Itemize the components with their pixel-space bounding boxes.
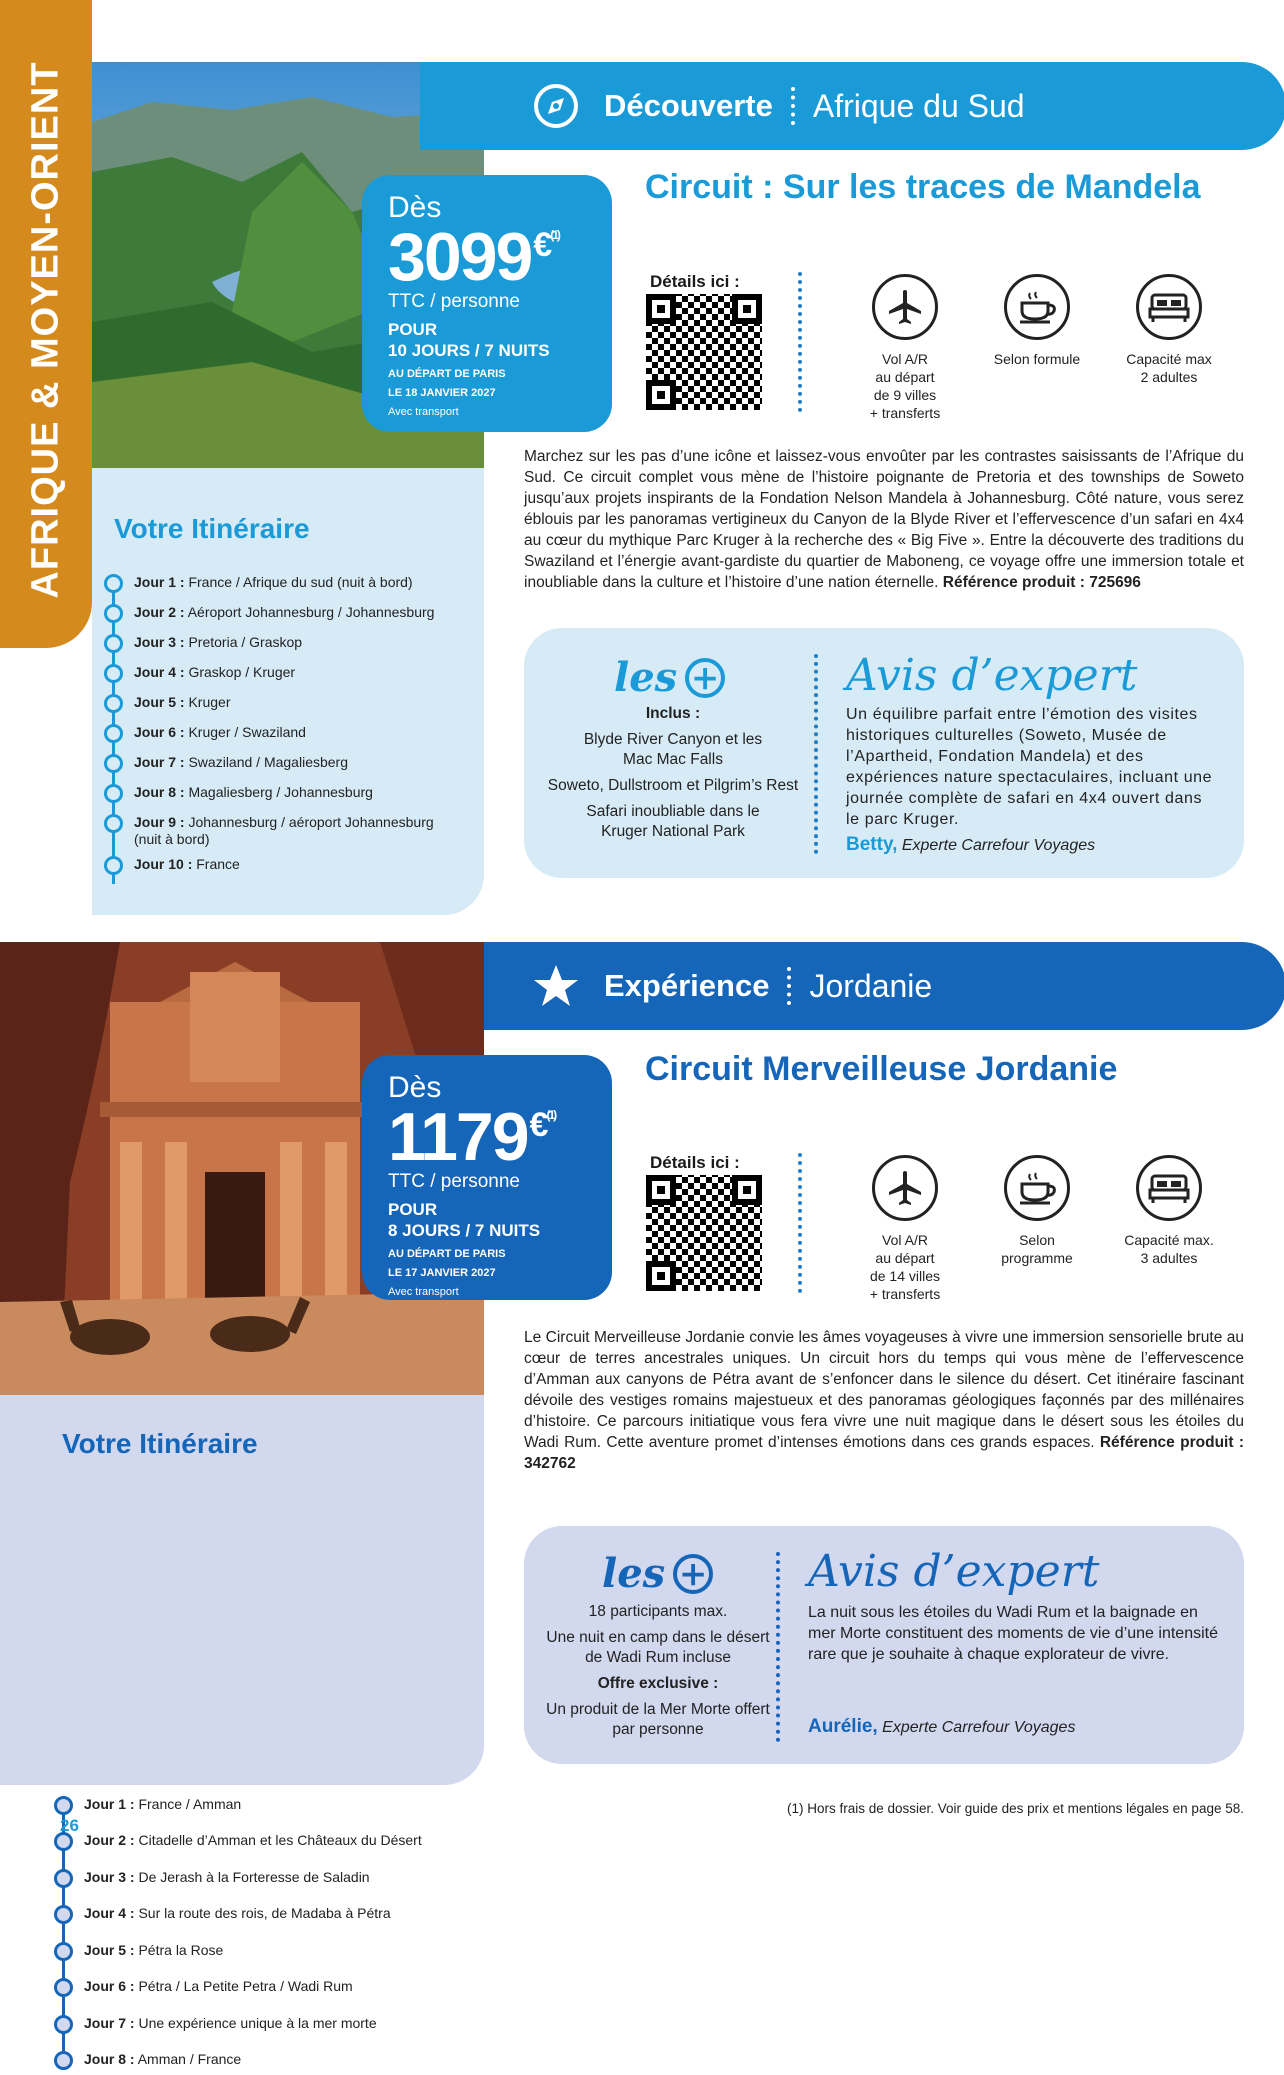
plus-item: Une nuit en camp dans le désert de Wadi Rum incluse <box>546 1629 770 1666</box>
description-text: Le Circuit Merveilleuse Jordanie convie les âmes voyageuses à vivre une immersion sensorielle brute au cœur de terres ancestrales uniques. Un circuit hors du temps qui vous mène de l’effervescence d’Amman aux canyons de Pétra avant de s’enfoncer dans le silence du désert. Cet itinéraire fascinant dévoile des vestiges romains majestueux et des panoramas géologiques façonnés par des millénaires d’histoire. Ce parcours initiatique vous fera vivre une nuit magique dans le désert sous les étoiles du Wadi Rum. Cette aventure promet d’intenses émotions dans ces grands espaces. <box>524 1329 1244 1451</box>
price-transport: Avec transport <box>388 1286 459 1298</box>
price-duration: 8 JOURS / 7 NUITS <box>388 1221 541 1240</box>
feature-flight <box>845 1155 965 1303</box>
feature-line: au départ <box>875 1250 935 1266</box>
qr-code[interactable] <box>646 294 762 410</box>
price-date: LE 17 JANVIER 2027 <box>388 1267 496 1279</box>
banner-divider <box>791 87 795 125</box>
expert-quote: Un équilibre parfait entre l’émotion des visites historiques culturelles (Soweto, Musée de l’Apartheid, Fondation Mandela) et des expériences nature spectaculaires, incluant une journée complète de safari en 4x4 ouvert dans le parc Kruger. <box>846 706 1213 828</box>
reference-number: 342762 <box>524 1455 576 1472</box>
price-footnote-ref: (1) <box>546 1108 556 1122</box>
reference-number: 725696 <box>1089 574 1141 591</box>
plus-item: Un produit de la Mer Morte offert par personne <box>546 1701 770 1738</box>
bed-icon <box>1136 1155 1202 1221</box>
features-row <box>845 1155 1255 1303</box>
expert-signature <box>846 834 1095 856</box>
expert-role: Experte Carrefour Voyages <box>901 837 1096 854</box>
feature-line: Vol A/R <box>882 1232 928 1248</box>
price-card <box>362 175 612 432</box>
price-value: 3099 <box>388 219 532 295</box>
page-number: 26 <box>60 1816 79 1835</box>
offer-title: Circuit Merveilleuse Jordanie <box>645 1050 1118 1088</box>
expert-role: Experte Carrefour Voyages <box>882 1719 1076 1736</box>
itinerary-list <box>54 1796 474 2075</box>
feature-meals <box>977 1155 1097 1303</box>
highlights-box <box>524 1526 1244 1764</box>
feature-line: Vol A/R <box>882 351 928 367</box>
details-label: Détails ici : <box>650 272 740 291</box>
highlights-box <box>524 628 1244 878</box>
feature-capacity <box>1109 274 1229 422</box>
feature-line: Selon formule <box>993 351 1081 367</box>
feature-capacity <box>1109 1155 1229 1303</box>
details-label: Détails ici : <box>650 1153 740 1172</box>
expert-name: Betty, <box>846 834 898 855</box>
feature-line: programme <box>1001 1250 1073 1266</box>
feature-line: de 9 villes <box>873 387 937 403</box>
feature-line: 3 adultes <box>1140 1250 1198 1266</box>
expert-name: Aurélie, <box>808 1716 878 1737</box>
itinerary-heading: Votre Itinéraire <box>114 513 310 544</box>
price-pour: POUR <box>388 1200 438 1219</box>
plus-heading <box>614 654 725 701</box>
reference-label: Référence produit : <box>1099 1434 1244 1451</box>
description-text: Marchez sur les pas d’une icône et laissez-vous envoûter par les contrastes saisissants de l’Afrique du Sud. Ce circuit complet vous mène de l’histoire poignante de Pretoria et des townships de Soweto jusqu’aux projets inspirants de la Fondation Nelson Mandela à Johannesburg. Côté nature, vous serez éblouis par les panoramas vertigineux du Canyon de la Blyde River et l’effervescence d’un safari en 4x4 au cœur du mythique Parc Kruger à la recherche des « Big Five ». Entre la découverte des traditions du Swaziland et l’énergie avant-gardiste du quartier de Maboneng, ce voyage offre une immersion totale et inoubliable dans la culture et l’histoire d’une nation éternelle. <box>524 448 1244 591</box>
qr-code[interactable] <box>646 1175 762 1291</box>
offer-destination: Afrique du Sud <box>812 87 1025 124</box>
plus-item: 18 participants max. <box>588 1603 728 1620</box>
itinerary-item: Jour 5 : Kruger <box>104 694 474 724</box>
offer-category: Expérience <box>604 968 770 1003</box>
plus-icon: + <box>685 658 725 698</box>
region-label: AFRIQUE & MOYEN-ORIENT <box>24 61 67 599</box>
price-duration: 10 JOURS / 7 NUITS <box>388 341 550 360</box>
box-divider <box>814 654 818 854</box>
itinerary-item: Jour 2 : Citadelle d’Amman et les Châteaux du Désert <box>54 1832 474 1869</box>
box-divider <box>776 1552 780 1742</box>
offer-banner <box>484 62 1284 150</box>
details-divider <box>798 272 802 412</box>
offer-destination: Jordanie <box>809 967 933 1004</box>
offer-description <box>524 446 1244 593</box>
itinerary-item: Jour 2 : Aéroport Johannesburg / Johannesburg <box>104 604 474 634</box>
offer-title: Circuit : Sur les traces de Mandela <box>645 168 1201 206</box>
plus-list <box>538 1602 778 1740</box>
itinerary-item: Jour 7 : Une expérience unique à la mer morte <box>54 2015 474 2051</box>
cup-icon <box>1004 274 1070 340</box>
price-currency: € <box>533 226 551 264</box>
feature-line: Capacité max <box>1126 351 1212 367</box>
itinerary-item: Jour 1 : France / Amman <box>54 1796 474 1832</box>
itinerary-item: Jour 3 : Pretoria / Graskop <box>104 634 474 664</box>
offer-category: Découverte <box>604 88 773 123</box>
itinerary-item: Jour 10 : France <box>104 856 474 880</box>
compass-icon <box>532 82 580 130</box>
price-amount <box>388 1099 602 1175</box>
expert-heading: Avis d’expert <box>846 650 1138 701</box>
features-row <box>845 274 1255 422</box>
plus-item: Blyde River Canyon et les Mac Mac Falls <box>583 731 763 768</box>
feature-line: 2 adultes <box>1140 369 1198 385</box>
price-prefix: Dès <box>388 191 442 224</box>
itinerary-item: Jour 4 : Graskop / Kruger <box>104 664 474 694</box>
plus-heading-text: les <box>614 654 678 701</box>
banner-photo-edge <box>420 62 484 150</box>
plus-item: Inclus : <box>645 705 701 722</box>
feature-meals <box>977 274 1097 422</box>
itinerary-item: Jour 4 : Sur la route des rois, de Madaba à Pétra <box>54 1905 474 1942</box>
feature-line: + transferts <box>869 1286 941 1302</box>
plus-heading <box>602 1550 713 1597</box>
feature-line: + transferts <box>869 405 941 421</box>
itinerary-item: Jour 8 : Amman / France <box>54 2051 474 2075</box>
plane-icon <box>872 274 938 340</box>
price-amount <box>388 219 602 295</box>
plane-icon <box>872 1155 938 1221</box>
plus-item: Soweto, Dullstroom et Pilgrim’s Rest <box>547 777 799 794</box>
expert-quote: La nuit sous les étoiles du Wadi Rum et la baignade en mer Morte constituent des moments de vie d’une intensité rare que je souhaite à chaque explorateur de vivre. <box>808 1604 1218 1663</box>
feature-flight <box>845 274 965 422</box>
price-currency: € <box>529 1106 547 1144</box>
itinerary-item: Jour 9 : Johannesburg / aéroport Johannesburg (nuit à bord) <box>104 814 474 856</box>
legal-footnote: (1) Hors frais de dossier. Voir guide des prix et mentions légales en page 58. <box>786 1801 1244 1816</box>
details-divider <box>798 1153 802 1293</box>
itinerary-item: Jour 6 : Pétra / La Petite Petra / Wadi Rum <box>54 1978 474 2015</box>
plus-item: Safari inoubliable dans le Kruger National Park <box>586 803 760 840</box>
feature-line: Capacité max. <box>1124 1232 1214 1248</box>
feature-line: de 14 villes <box>869 1268 941 1284</box>
offer-banner <box>484 942 1284 1030</box>
price-unit: TTC / personne <box>388 291 520 312</box>
feature-line: Selon <box>1019 1232 1055 1248</box>
price-departure: AU DÉPART DE PARIS <box>388 1248 506 1260</box>
plus-icon: + <box>673 1554 713 1594</box>
plus-item: Offre exclusive : <box>597 1675 719 1692</box>
price-unit: TTC / personne <box>388 1171 520 1192</box>
itinerary-item: Jour 3 : De Jerash à la Forteresse de Saladin <box>54 1869 474 1905</box>
cup-icon <box>1004 1155 1070 1221</box>
itinerary-heading: Votre Itinéraire <box>62 1428 258 1459</box>
itinerary-item: Jour 1 : France / Afrique du sud (nuit à bord) <box>104 574 474 604</box>
expert-heading: Avis d’expert <box>808 1546 1100 1597</box>
price-transport: Avec transport <box>388 406 459 418</box>
price-departure: AU DÉPART DE PARIS <box>388 368 506 380</box>
offer-description <box>524 1327 1244 1474</box>
expert-signature <box>808 1716 1075 1738</box>
price-date: LE 18 JANVIER 2027 <box>388 387 496 399</box>
banner-divider <box>787 967 791 1005</box>
price-pour: POUR <box>388 320 438 339</box>
price-footnote-ref: (1) <box>550 228 559 242</box>
plus-heading-text: les <box>602 1550 666 1597</box>
price-prefix: Dès <box>388 1071 442 1104</box>
itinerary-list <box>104 574 474 880</box>
reference-label: Référence produit : <box>942 574 1085 591</box>
star-icon <box>532 962 580 1010</box>
itinerary-item: Jour 7 : Swaziland / Magaliesberg <box>104 754 474 784</box>
plus-list <box>538 704 808 842</box>
feature-line: au départ <box>875 369 935 385</box>
bed-icon <box>1136 274 1202 340</box>
itinerary-item: Jour 8 : Magaliesberg / Johannesburg <box>104 784 474 814</box>
price-card <box>362 1055 612 1300</box>
price-value: 1179 <box>388 1099 528 1175</box>
itinerary-item: Jour 5 : Pétra la Rose <box>54 1942 474 1978</box>
itinerary-item: Jour 6 : Kruger / Swaziland <box>104 724 474 754</box>
